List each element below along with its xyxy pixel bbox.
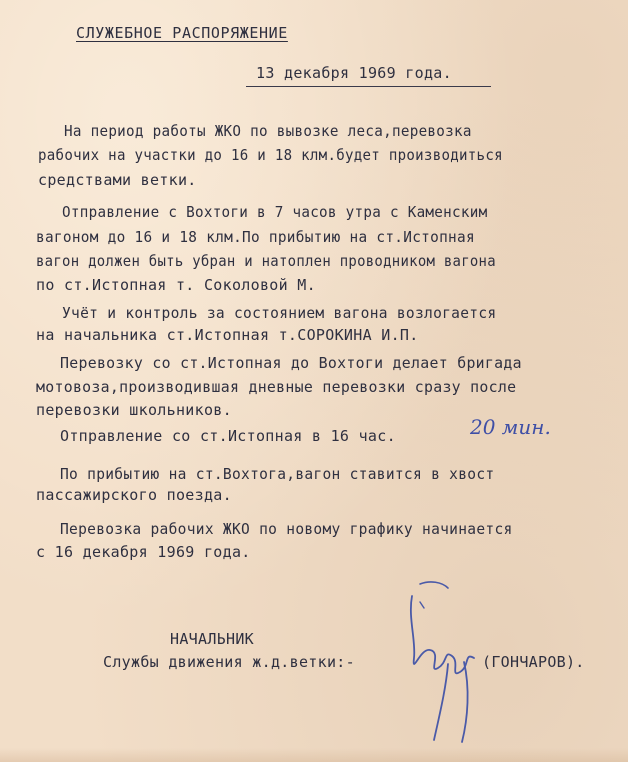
handwritten-time-note: 20 мин.: [470, 415, 551, 439]
paragraph-3-line-1: Учёт и контроль за состоянием вагона возлогается: [62, 304, 497, 322]
paragraph-4-line-3: перевозки школьников.: [36, 401, 232, 419]
document-title: СЛУЖЕБНОЕ РАСПОРЯЖЕНИЕ: [76, 24, 288, 42]
paragraph-2-line-1: Отправление с Вохтоги в 7 часов утра с Каменским: [62, 203, 488, 221]
signature-department: Службы движения ж.д.ветки:-: [103, 653, 355, 671]
paragraph-1-line-2: рабочих на участки до 16 и 18 клм.будет производиться: [38, 146, 503, 164]
signature-name: (ГОНЧАРОВ).: [482, 653, 585, 671]
paragraph-7-line-2: с 16 декабря 1969 года.: [36, 543, 251, 561]
date-underline: [246, 86, 491, 87]
paragraph-1-line-3: средствами ветки.: [38, 171, 197, 189]
paragraph-7-line-1: Перевозка рабочих ЖКО по новому графику начинается: [60, 520, 513, 538]
paragraph-2-line-4: по ст.Истопная т. Соколовой М.: [36, 276, 316, 294]
paper-edge: [0, 748, 628, 762]
handwritten-signature: [390, 578, 500, 748]
paragraph-2-line-2: вагоном до 16 и 18 клм.По прибытию на ст.Истопная: [36, 228, 475, 246]
paragraph-2-line-3: вагон должен быть убран и натоплен проводником вагона: [36, 252, 496, 270]
signature-position-title: НАЧАЛЬНИК: [170, 630, 254, 648]
paragraph-6-line-1: По прибытию на ст.Вохтога,вагон ставится в хвост: [60, 465, 495, 483]
paragraph-6-line-2: пассажирского поезда.: [36, 486, 232, 504]
paragraph-1-line-1: На период работы ЖКО по вывозке леса,перевозка: [64, 122, 472, 140]
paragraph-3-line-2: на начальника ст.Истопная т.СОРОКИНА И.П.: [36, 326, 419, 344]
paragraph-5-line-1: Отправление со ст.Истопная в 16 час.: [60, 427, 396, 445]
paragraph-4-line-2: мотовоза,производившая дневные перевозки сразу после: [36, 378, 517, 396]
paragraph-4-line-1: Перевозку со ст.Истопная до Вохтоги делает бригада: [60, 354, 522, 372]
document-date: 13 декабря 1969 года.: [256, 64, 452, 82]
